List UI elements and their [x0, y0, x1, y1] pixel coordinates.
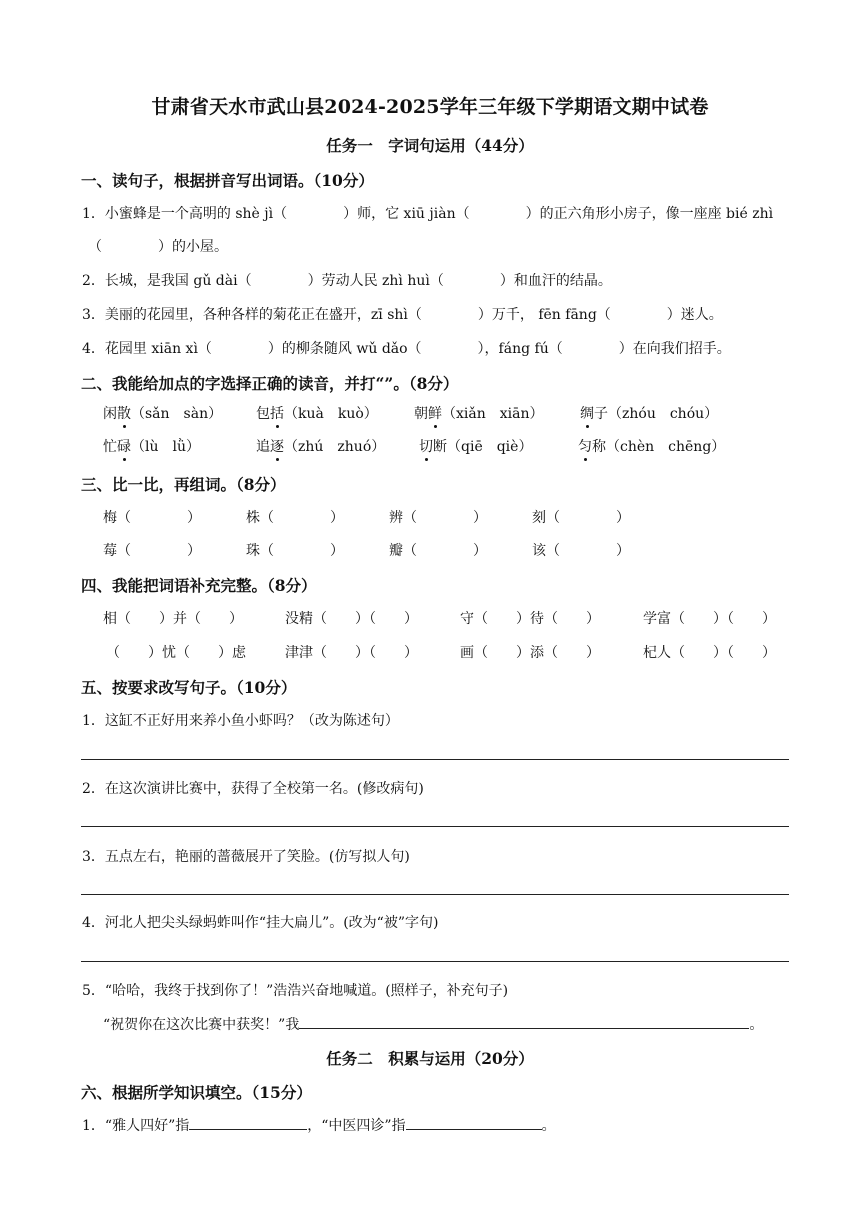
- s2-item-chouzi: 绸子（zhóu chóu）: [580, 403, 718, 423]
- s3-word-mei: 梅（ ）: [103, 510, 201, 526]
- s5-answer-line-3[interactable]: [81, 894, 789, 895]
- s3-word-zhu: 株（ ）: [246, 510, 344, 526]
- s5-question-3: 3．五点左右，艳丽的蔷薇展开了笑脸。(仿写拟人句): [82, 849, 410, 865]
- s4-idiom-1: 相（ ）并（ ）: [103, 611, 243, 627]
- s3-word-gai: 该（ ）: [532, 543, 630, 559]
- s6-blank-zhongyi[interactable]: [406, 1129, 542, 1130]
- s1-question-3: 3．美丽的花园里，各种各样的菊花正在盛开，zī shì（ ）万千， fēn fāng（ ）迷人。: [82, 307, 723, 323]
- s2-item-xiansan: 闲散（sǎn sàn）: [103, 403, 222, 423]
- s5-question-4: 4．河北人把尖头绿蚂蚱叫作“挂大扁儿”。(改为“被”字句): [82, 915, 439, 931]
- s2-item-zhuizhu: 追逐（zhú zhuó）: [256, 436, 385, 456]
- section-six-heading: 六、根据所学知识填空。（15分）: [81, 1083, 312, 1102]
- s1-question-2: 2．长城，是我国 gǔ dài（ ）劳动人民 zhì huì（ ）和血汗的结晶。: [82, 273, 612, 289]
- s6-question-1: 1．“雅人四好”指 ，“中医四诊”指 。: [82, 1118, 556, 1134]
- section-three-heading: 三、比一比，再组词。（8分）: [81, 475, 286, 494]
- s1-question-1-line-2: （ ）的小屋。: [88, 239, 228, 255]
- section-four-heading: 四、我能把词语补充完整。（8分）: [81, 576, 317, 595]
- s5-question-5-blank[interactable]: [299, 1028, 749, 1029]
- s3-word-mei-berry: 莓（ ）: [103, 543, 201, 559]
- s3-word-ke: 刻（ ）: [532, 510, 630, 526]
- s3-word-bian: 辨（ ）: [389, 510, 487, 526]
- s5-answer-line-1[interactable]: [81, 759, 789, 760]
- s1-question-4: 4．花园里 xiān xì（ ）的柳条随风 wǔ dǎo（ ），fáng fú（ ）在向我们招手。: [82, 341, 731, 357]
- s2-item-yunchen: 匀称（chèn chēng）: [578, 436, 725, 456]
- s2-item-manglu: 忙碌（lù lǜ）: [103, 436, 200, 456]
- s4-idiom-6: 津津（ ）（ ）: [285, 645, 418, 661]
- s6-blank-yaren[interactable]: [189, 1129, 307, 1130]
- s3-word-zhu-pearl: 珠（ ）: [246, 543, 344, 559]
- s5-question-5-sample: “祝贺你在这次比赛中获奖！”我 。: [103, 1017, 764, 1033]
- s4-idiom-2: 没精（ ）（ ）: [285, 611, 418, 627]
- section-two-heading: 二、我能给加点的字选择正确的读音，并打“”。（8分）: [81, 374, 459, 393]
- s2-item-baokuo: 包括（kuà kuò）: [256, 403, 378, 423]
- s3-word-ban: 瓣（ ）: [389, 543, 487, 559]
- s4-idiom-5: （ ）忧（ ）虑: [106, 645, 246, 661]
- s5-question-1: 1．这缸不正好用来养小鱼小虾吗？（改为陈述句）: [82, 713, 399, 729]
- exam-title: 甘肃省天水市武山县2024-2025学年三年级下学期语文期中试卷: [151, 96, 709, 118]
- s5-question-5: 5．“哈哈，我终于找到你了！”浩浩兴奋地喊道。(照样子，补充句子): [82, 983, 509, 999]
- s5-question-2: 2．在这次演讲比赛中，获得了全校第一名。(修改病句): [82, 781, 424, 797]
- s2-item-chaoxian: 朝鲜（xiǎn xiān）: [414, 403, 543, 423]
- s5-answer-line-4[interactable]: [81, 961, 789, 962]
- s2-item-qieduan: 切断（qiē qiè）: [419, 436, 532, 456]
- s1-question-1-line-1: 1．小蜜蜂是一个高明的 shè jì（ ）师，它 xiū jiàn（ ）的正六角形小房子，像一座座 bié zhì: [82, 206, 774, 222]
- s4-idiom-8: 杞人（ ）（ ）: [643, 645, 776, 661]
- section-one-heading: 一、读句子，根据拼音写出词语。（10分）: [81, 171, 374, 190]
- task-two-heading: 任务二 积累与运用（20分）: [326, 1049, 534, 1068]
- s4-idiom-4: 学富（ ）（ ）: [643, 611, 776, 627]
- task-one-heading: 任务一 字词句运用（44分）: [326, 136, 534, 155]
- section-five-heading: 五、按要求改写句子。（10分）: [81, 678, 297, 697]
- s4-idiom-7: 画（ ）添（ ）: [460, 645, 600, 661]
- s5-answer-line-2[interactable]: [81, 826, 789, 827]
- s4-idiom-3: 守（ ）待（ ）: [460, 611, 600, 627]
